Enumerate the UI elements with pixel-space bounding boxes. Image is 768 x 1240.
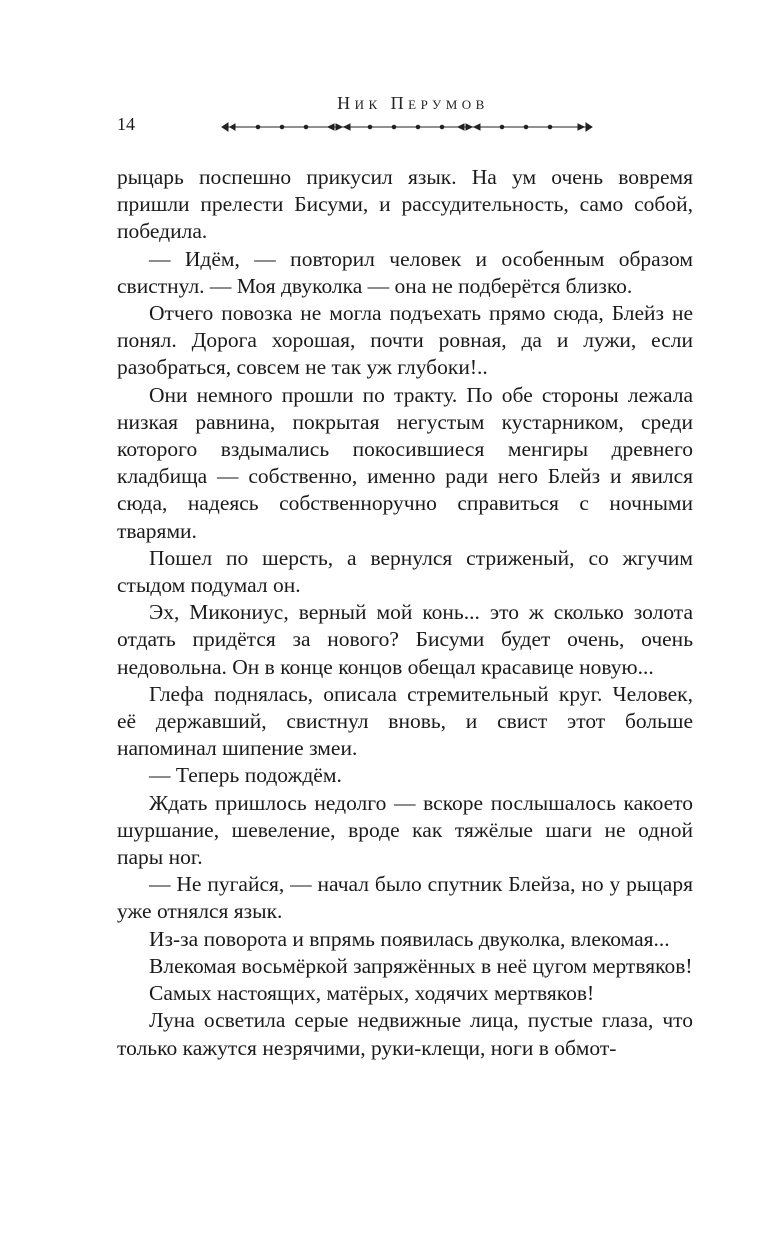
paragraph: Ждать пришлось недолго — вскоре послышалось какоето шуршание, шевеление, вроде как тяжёлые шаги не одной пары ног.	[117, 790, 693, 870]
paragraph: рыцарь поспешно прикусил язык. На ум очень вовремя пришли прелести Бисуми, и рассудительность, само собой, победила.	[117, 165, 693, 244]
paragraph: Отчего повозка не могла подъехать прямо сюда, Блейз не понял. Дорога хорошая, почти ровная, да и лужи, если разобраться, совсем не так уж глубоки!..	[117, 301, 693, 380]
page-number: 14	[117, 114, 135, 134]
paragraph: — Идём, — повторил человек и особенным образом свистнул. — Моя двуколка — она не подберётся близко.	[117, 246, 693, 298]
paragraph: — Теперь подождём.	[149, 763, 342, 788]
paragraph: Глефа поднялась, описала стремительный круг. Человек, её державший, свистнул вновь, и свист этот больше напоминал шипение змеи.	[117, 681, 693, 761]
header-ornament-rule	[220, 119, 594, 135]
paragraph: Самых настоящих, матёрых, ходячих мертвяков!	[149, 981, 595, 1006]
running-head-author: Ник Перумов	[337, 93, 489, 113]
paragraph: Они немного прошли по тракту. По обе стороны лежала низкая равнина, покрытая негустым кустарником, среди которого вздымались покосившиеся менгиры древнего кладбища — собственно, именно ради него Блейз и явился сюда, надеясь собственноручно справиться с ночными тварями.	[117, 382, 693, 543]
paragraph: Пошел по шерсть, а вернулся стриженый, со жгучим стыдом подумал он.	[117, 545, 693, 598]
paragraph: Эх, Микониус, верный мой конь... это ж сколько золота отдать придётся за нового? Бисуми будет очень, очень недовольна. Он в конце концов обещал красавице новую...	[117, 600, 693, 679]
body-text	[117, 164, 693, 1062]
paragraph: Луна осветила серые недвижные лица, пустые глаза, что только кажутся незрячими, руки-клещи, ноги в обмот-	[117, 1008, 693, 1060]
paragraph: — Не пугайся, — начал было спутник Блейза, но у рыцаря уже отнялся язык.	[117, 872, 693, 924]
paragraph: Влекомая восьмёркой запряжённых в неё цугом мертвяков!	[149, 953, 693, 978]
paragraph: Из-за поворота и впрямь появилась двуколка, влекомая...	[149, 926, 670, 951]
